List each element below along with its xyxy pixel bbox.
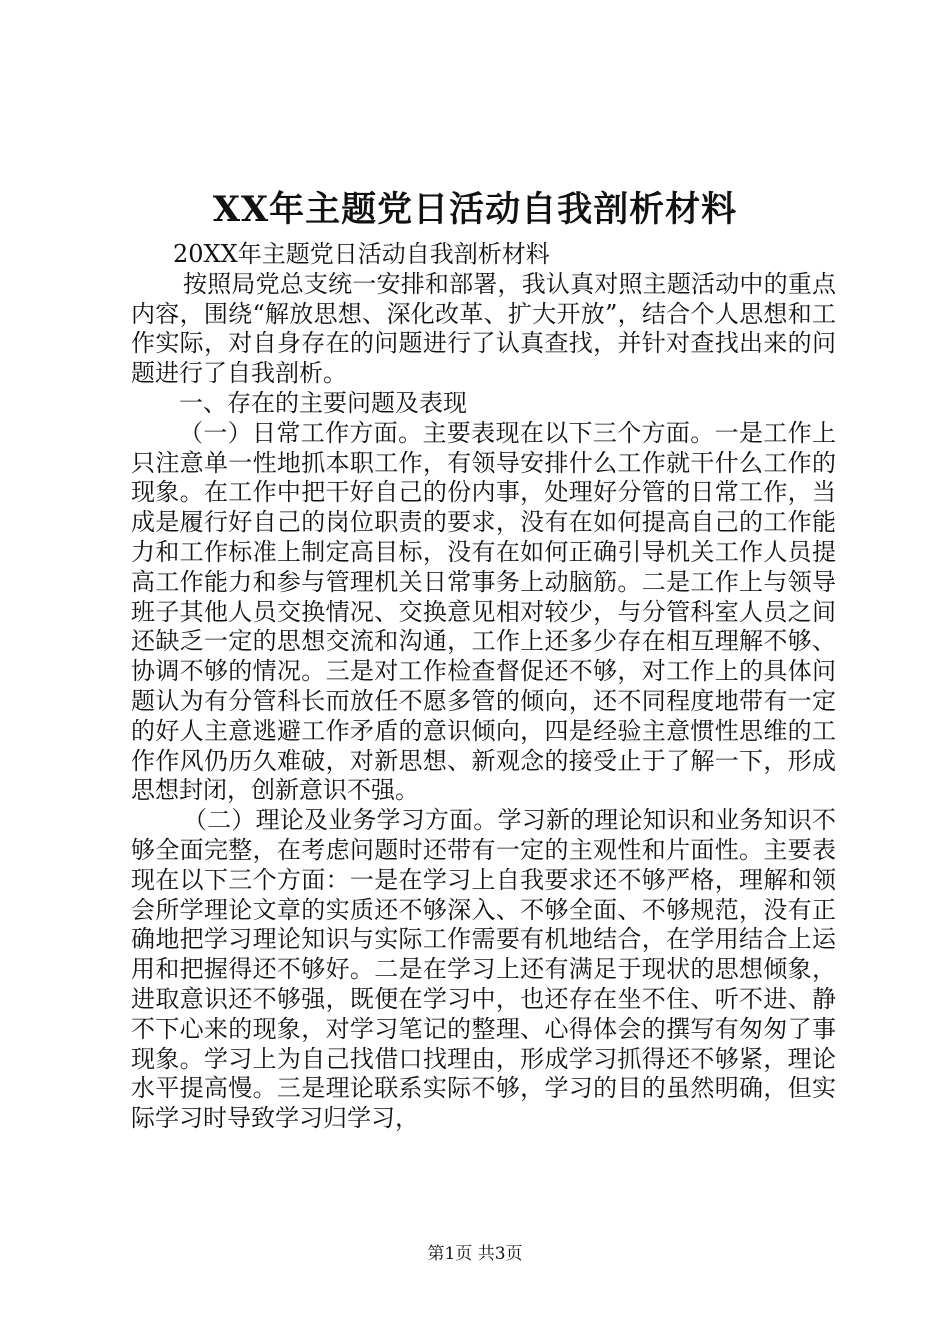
document-body (131, 240, 836, 1134)
paragraph-intro: 按照局党总支统一安排和部署，我认真对照主题活动中的重点内容，围绕“解放思想、深化改革、扩大开放”，结合个人思想和工作实际，对自身存在的问题进行了认真查找，并针对查找出来的问题进行了自我剖析。 (131, 269, 836, 388)
document-title: XX年主题党日活动自我剖析材料 (212, 189, 738, 230)
section-heading: 一、存在的主要问题及表现 (179, 388, 467, 417)
document-subtitle: 20XX年主题党日活动自我剖析材料 (173, 240, 550, 268)
page-footer: 第1页 共3页 (427, 1244, 523, 1264)
paragraph-study: （二）理论及业务学习方面。学习新的理论知识和业务知识不够全面完整，在考虑问题时还带有一定的主观性和片面性。主要表现在以下三个方面：一是在学习上自我要求还不够严格，理解和领会所学理论文章的实质还不够深入、不够全面、不够规范，没有正确地把学习理论知识与实际工作需要有机地结合，在学用结合上运用和把握得还不够好。二是在学习上还有满足于现状的思想倾象，进取意识还不够强，既便在学习中，也还存在坐不住、听不进、静不下心来的现象，对学习笔记的整理、心得体会的撰写有匆匆了事现象。学习上为自己找借口找理由，形成学习抓得还不够紧，理论水平提高慢。三是理论联系实际不够，学习的目的虽然明确，但实际学习时导致学习归学习， (131, 806, 836, 1133)
paragraph-daily-work: （一）日常工作方面。主要表现在以下三个方面。一是工作上只注意单一性地抓本职工作，有领导安排什么工作就干什么工作的现象。在工作中把干好自己的份内事，处理好分管的日常工作，当成是履行好自己的岗位职责的要求，没有在如何提高自己的工作能力和工作标准上制定高目标，没有在如何正确引导机关工作人员提高工作能力和参与管理机关日常事务上动脑筋。二是工作上与领导班子其他人员交换情况、交换意见相对较少，与分管科室人员之间还缺乏一定的思想交流和沟通，工作上还多少存在相互理解不够、协调不够的情况。三是对工作检查督促还不够，对工作上的具体问题认为有分管科长而放任不愿多管的倾向，还不同程度地带有一定的好人主意逃避工作矛盾的意识倾向，四是经验主意惯性思维的工作作风仍历久难破，对新思想、新观念的接受止于了解一下，形成思想封闭，创新意识不强。 (131, 418, 836, 805)
